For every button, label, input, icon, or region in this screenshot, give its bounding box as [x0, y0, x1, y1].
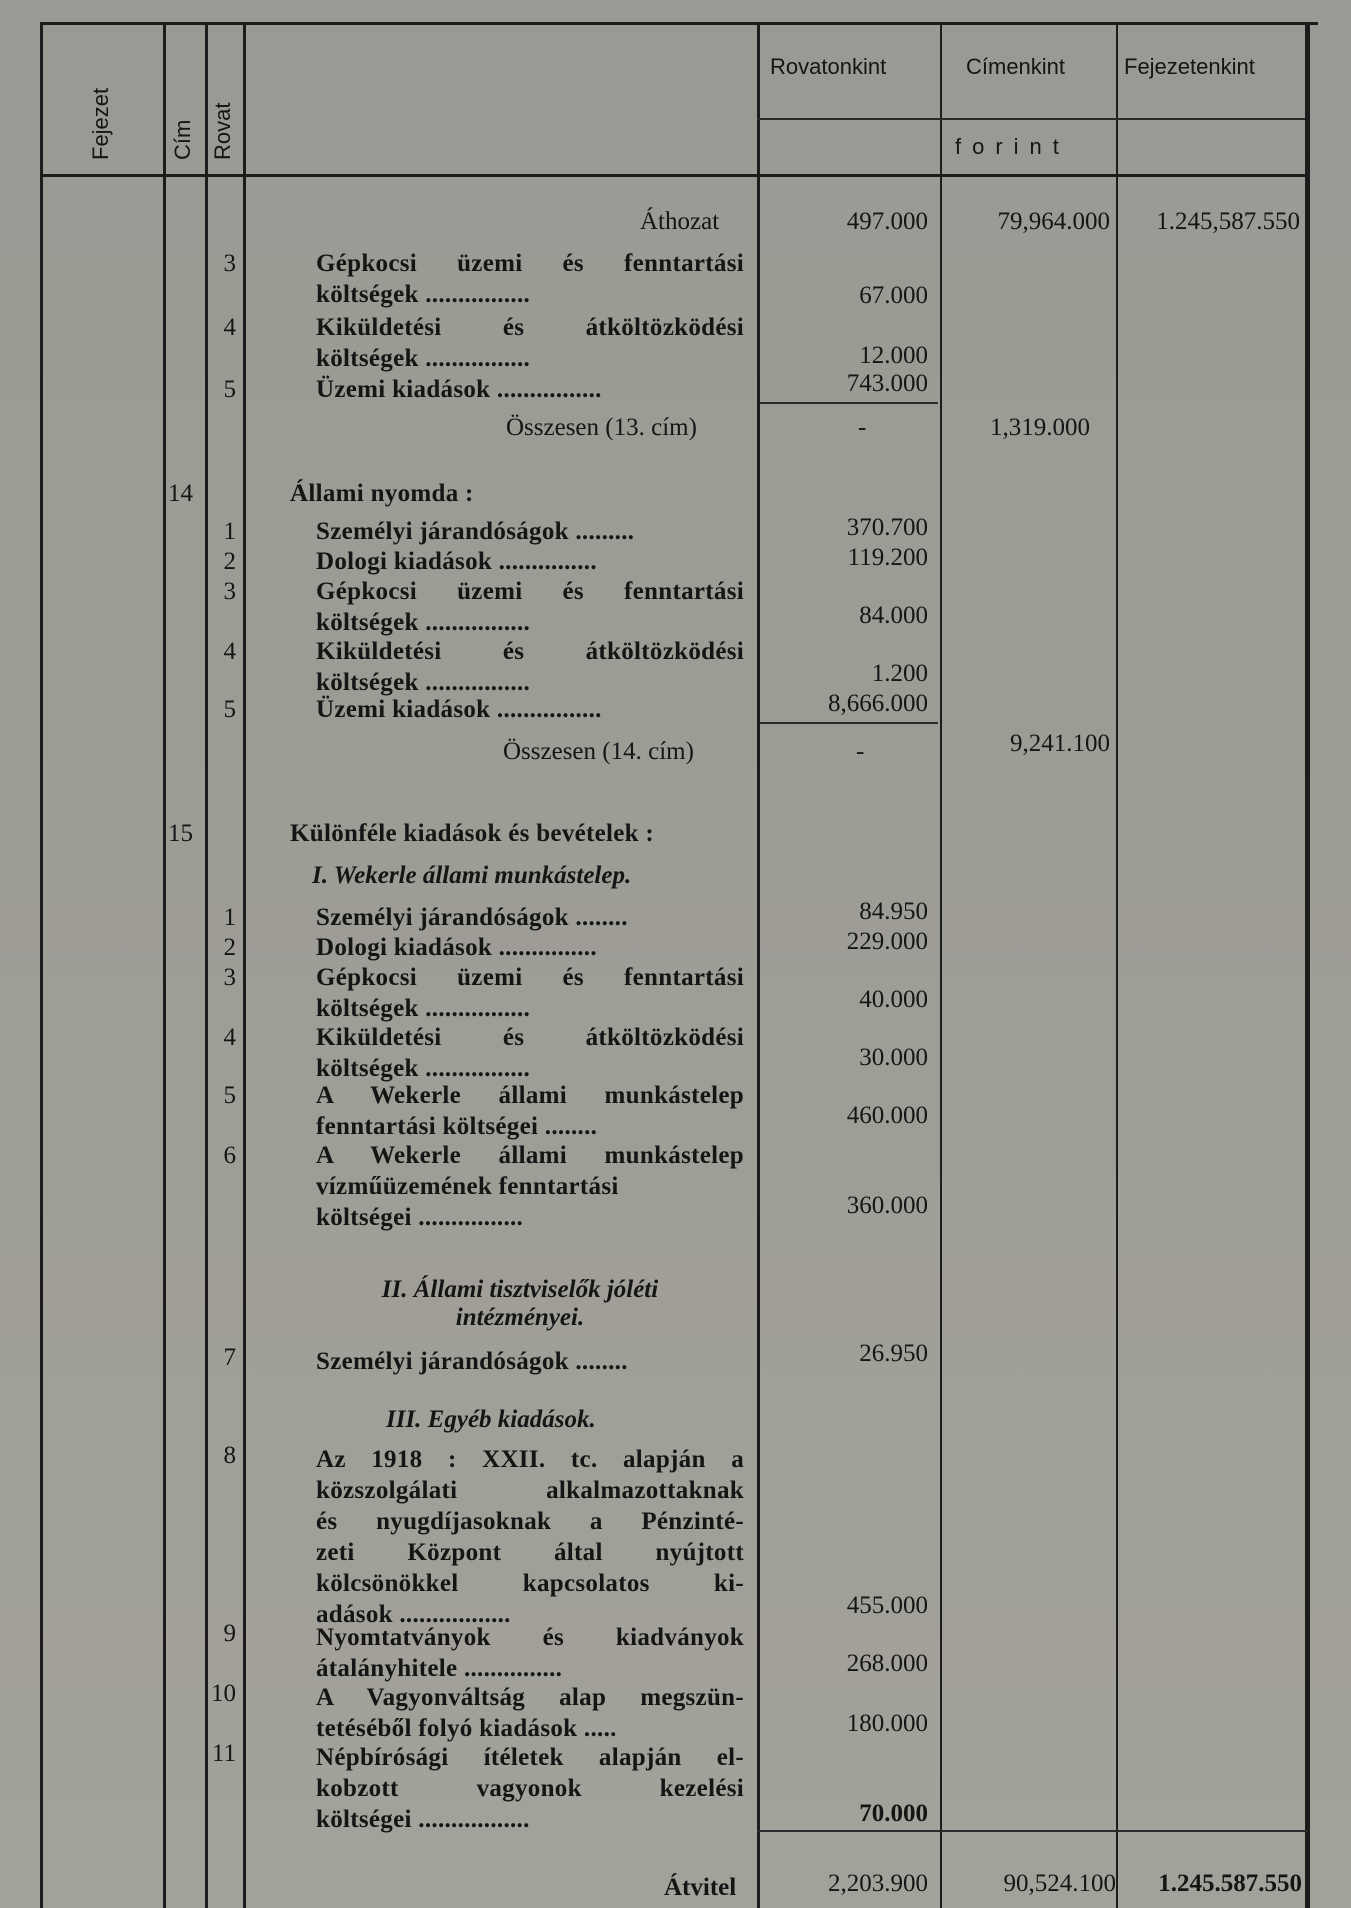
- section-2-heading: II. Állami tisztviselők jóléti intézményei.: [381, 1276, 659, 1331]
- line-item-description: Személyi járandóságok .........: [316, 518, 635, 545]
- rovat-number: 10: [211, 1680, 236, 1707]
- block14-total-rovat: -: [856, 738, 865, 765]
- carry-in-cimenkint: 79,964.000: [997, 208, 1110, 235]
- rovat-number: 4: [223, 1024, 236, 1051]
- carry-in-label: Áthozat: [640, 208, 720, 235]
- col-border-rovat: [243, 22, 246, 1908]
- header-bottom-rule: [40, 174, 1308, 177]
- line-item-description: Üzemi kiadások ................: [316, 376, 602, 403]
- carry-out-fejezetenkint: 1.245.587.550: [1158, 1870, 1302, 1897]
- line-item-description: A Vagyonváltság alap megszün- tetéséből folyó kiadások .....: [316, 1684, 744, 1742]
- col-border-right: [1305, 22, 1310, 1908]
- cim-number: 15: [168, 820, 193, 847]
- rovat-number: 4: [223, 638, 236, 665]
- rovat-number: 11: [211, 1740, 236, 1767]
- line-item-description: Gépkocsi üzemi és fenntartási költségek ................: [316, 964, 744, 1022]
- line-item-amount: 30.000: [859, 1044, 928, 1071]
- block13-total-label: Összesen (13. cím): [506, 414, 697, 441]
- line-item-description: Nyomtatványok és kiadványok átalányhitele ...............: [316, 1624, 744, 1682]
- carry-out-cimenkint: 90,524.100: [1003, 1870, 1116, 1897]
- header-rovat: Rovat: [210, 102, 235, 160]
- header-fejezetenkint: Fejezetenkint: [1124, 54, 1255, 79]
- section-1-heading: I. Wekerle állami munkástelep.: [312, 862, 632, 889]
- rovat-number: 1: [223, 904, 236, 931]
- rovat-number: 1: [223, 518, 236, 545]
- rovat-number: 4: [223, 314, 236, 341]
- col-border-rovatonkint: [940, 22, 942, 1908]
- line-item-amount: 70.000: [859, 1800, 928, 1827]
- final-total-rule: [757, 1830, 1308, 1832]
- line-item-description: Kiküldetési és átköltözködési költségek ................: [316, 638, 744, 696]
- line-item-amount: 84.950: [859, 898, 928, 925]
- rovat-number: 2: [223, 548, 236, 575]
- line-item-amount: 12.000: [859, 342, 928, 369]
- line-item-amount: 67.000: [859, 282, 928, 309]
- carry-in-fejezetenkint: 1.245,587.550: [1156, 208, 1300, 235]
- line-item-amount: 1.200: [871, 660, 928, 687]
- line-item-amount: 40.000: [859, 986, 928, 1013]
- block13-total-cim: 1,319.000: [990, 414, 1090, 441]
- header-unit: forint: [955, 134, 1070, 159]
- rovat-number: 7: [223, 1344, 236, 1371]
- line-item-amount: 8,666.000: [828, 690, 928, 717]
- carry-out-label: Átvitel: [664, 1874, 737, 1901]
- line-item-amount: 26.950: [859, 1340, 928, 1367]
- col-border-cimenkint: [1116, 22, 1118, 1908]
- line-item-description: Az 1918 : XXII. tc. alapján a közszolgálati alkalmazottaknak és nyugdíjasoknak a Pénzinté- zeti Központ által nyújtott kölcsönökkel kapcsolatos ki- adások .................: [316, 1446, 744, 1628]
- block13-total-rovat: -: [858, 414, 867, 441]
- rovat-number: 5: [223, 1082, 236, 1109]
- line-item-description: Kiküldetési és átköltözködési költségek ................: [316, 314, 744, 372]
- line-item-amount: 460.000: [846, 1102, 928, 1129]
- rovat-number: 3: [223, 964, 236, 991]
- header-amounts-divider: [757, 118, 1305, 120]
- rovat-number: 3: [223, 250, 236, 277]
- line-item-description: Gépkocsi üzemi és fenntartási költségek ................: [316, 250, 744, 308]
- line-item-amount: 370.700: [846, 514, 928, 541]
- carry-out-rovatonkint: 2,203.900: [828, 1870, 928, 1897]
- carry-in-rovatonkint: 497.000: [846, 208, 928, 235]
- header-fejezet: Fejezet: [88, 87, 113, 160]
- block14-total-label: Összesen (14. cím): [503, 738, 694, 765]
- top-border: [40, 22, 1318, 25]
- col-border-fejezet: [163, 22, 166, 1908]
- rovat-number: 2: [223, 934, 236, 961]
- line-item-amount: 119.200: [847, 544, 928, 571]
- line-item-description: A Wekerle állami munkástelep fenntartási költségei ........: [316, 1082, 744, 1140]
- line-item-amount: 455.000: [846, 1592, 928, 1619]
- rovat-number: 5: [223, 376, 236, 403]
- rovat-number: 6: [223, 1142, 236, 1169]
- rovat-number: 8: [223, 1442, 236, 1469]
- col-border-left: [40, 22, 43, 1908]
- line-item-description: Üzemi kiadások ................: [316, 696, 602, 723]
- line-item-amount: 180.000: [846, 1710, 928, 1737]
- line-item-description: Gépkocsi üzemi és fenntartási költségek ................: [316, 578, 744, 636]
- line-item-description: Dologi kiadások ...............: [316, 548, 597, 575]
- rovat-number: 9: [223, 1620, 236, 1647]
- line-item-amount: 229.000: [846, 928, 928, 955]
- block15-title: Különféle kiadások és bevételek :: [290, 820, 655, 847]
- block14-title: Állami nyomda :: [290, 480, 474, 507]
- line-item-amount: 743.000: [846, 370, 928, 397]
- line-item-description: Dologi kiadások ...............: [316, 934, 597, 961]
- line-item-description: A Wekerle állami munkástelep vízműüzemének fenntartási költségei ................: [316, 1142, 744, 1231]
- col-border-cim: [205, 22, 208, 1908]
- line-item-amount: 268.000: [846, 1650, 928, 1677]
- cim-number: 14: [168, 480, 193, 507]
- line-item-amount: 84.000: [859, 602, 928, 629]
- rovat-number: 3: [223, 578, 236, 605]
- line-item-description: Kiküldetési és átköltözködési költségek ................: [316, 1024, 744, 1082]
- line-item-description: Népbírósági ítéletek alapján el- kobzott vagyonok kezelési költségei .................: [316, 1744, 744, 1833]
- header-cim: Cím: [170, 119, 195, 160]
- line-item-amount: 360.000: [846, 1192, 928, 1219]
- line-item-description: Személyi járandóságok ........: [316, 904, 628, 931]
- header-cimenkint: Címenkint: [966, 54, 1066, 79]
- subtotal-rule: [760, 402, 938, 404]
- section-3-heading: III. Egyéb kiadások.: [386, 1406, 596, 1433]
- block14-total-cim: 9,241.100: [1010, 730, 1110, 757]
- rovat-number: 5: [223, 696, 236, 723]
- line-item-description: Személyi járandóságok ........: [316, 1348, 628, 1375]
- header-rovatonkint: Rovatonkint: [770, 54, 887, 79]
- subtotal-rule: [760, 722, 938, 724]
